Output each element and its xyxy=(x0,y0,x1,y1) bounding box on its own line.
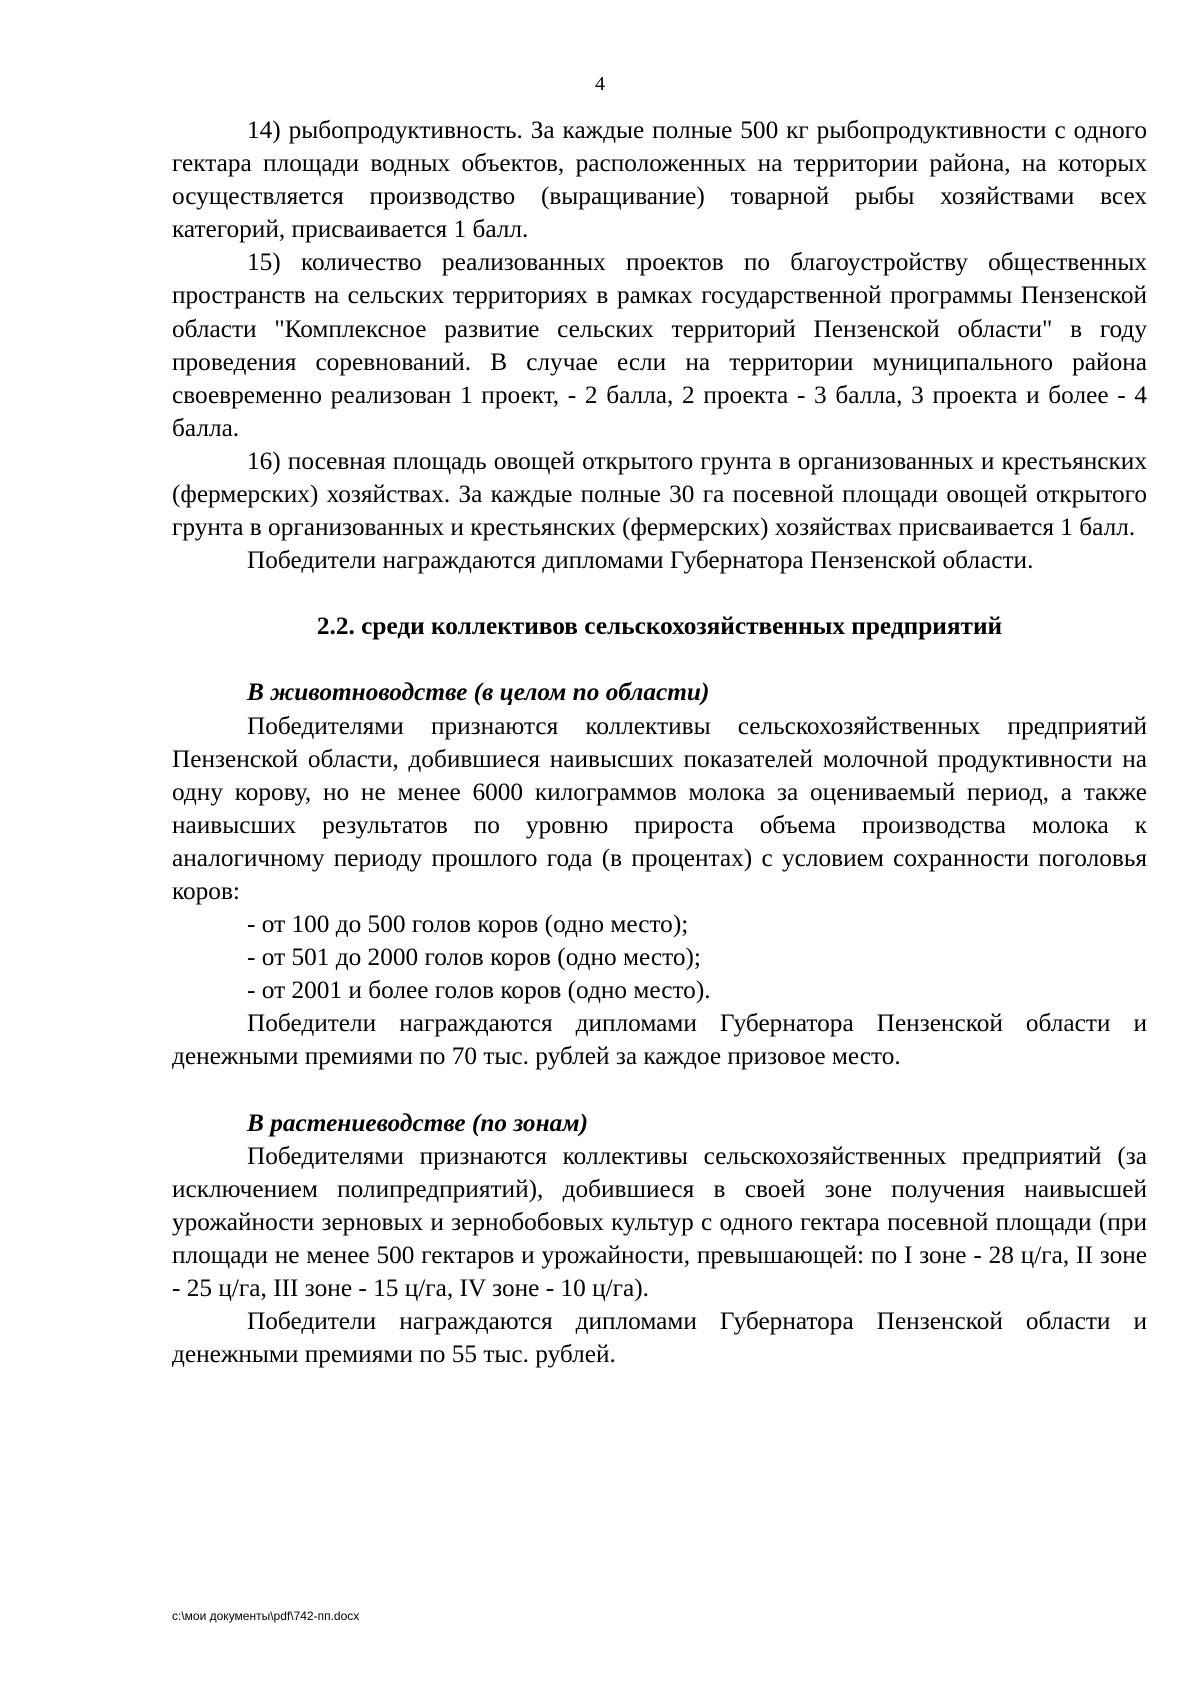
document-body xyxy=(172,114,1147,1371)
paragraph-item-14: 14) рыбопродуктивность. За каждые полные 500 кг рыбопродуктивности с одного гектара площади водных объектов, расположенных на территории района, на которых осуществляется производство (выращивание) товарной рыбы хозяйствами всех категорий, присваивается 1 балл. xyxy=(172,116,1147,244)
list-item: - от 2001 и более голов коров (одно место). xyxy=(247,976,711,1005)
paragraph-crops-intro: Победителями признаются коллективы сельскохозяйственных предприятий (за исключением полипредприятий), добившиеся в своей зоне получения наивысшей урожайности зерновых и зернобобовых культур с одного гектара посевной площади (при площади не менее 500 гектаров и урожайности, превышающей: по I зоне - 28 ц/га, II зоне - 25 ц/га, III зоне - 15 ц/га, IV зоне - 10 ц/га). xyxy=(172,1141,1147,1302)
subheading-livestock: В животноводстве (в целом по области) xyxy=(247,678,710,707)
paragraph-item-15: 15) количество реализованных проектов по благоустройству общественных пространств на сельских территориях в рамках государственной программы Пензенской области "Комплексное развитие сельских территорий Пензенской области" в году проведения соревнований. В случае если на территории муниципального района своевременно реализован 1 проект, - 2 балла, 2 проекта - 3 балла, 3 проекта и более - 4 балла. xyxy=(172,248,1147,442)
paragraph-crops-award: Победители награждаются дипломами Губернатора Пензенской области и денежными премиями по 55 тыс. рублей. xyxy=(172,1307,1147,1369)
spacer xyxy=(172,1074,1147,1107)
page-number: 4 xyxy=(595,73,605,95)
subheading-crops: В растениеводстве (по зонам) xyxy=(247,1108,589,1137)
paragraph-livestock-intro: Победителями признаются коллективы сельскохозяйственных предприятий Пензенской области, добившиеся наивысших показателей молочной продуктивности на одну корову, но не менее 6000 килограммов молока за оцениваемый период, а также наивысших результатов по уровню прироста объема производства молока к аналогичному периоду прошлого года (в процентах) с условием сохранности поголовья коров: xyxy=(172,711,1147,905)
footer-file-path: c:\мои документы\pdf\742-пп.docx xyxy=(172,1609,360,1623)
paragraph-item-16: 16) посевная площадь овощей открытого грунта в организованных и крестьянских (фермерских) хозяйствах. За каждые полные 30 га посевной площади овощей открытого грунта в организованных и крестьянских (фермерских) хозяйствах присваивается 1 балл. xyxy=(172,446,1147,542)
section-heading: 2.2. среди коллективов сельскохозяйственных предприятий xyxy=(316,612,1003,641)
paragraph-winners-diplomas: Победители награждаются дипломами Губернатора Пензенской области. xyxy=(247,546,1034,575)
list-item: - от 501 до 2000 голов коров (одно место); xyxy=(247,943,701,972)
list-item: - от 100 до 500 голов коров (одно место); xyxy=(247,910,689,939)
paragraph-livestock-award: Победители награждаются дипломами Губернатора Пензенской области и денежными премиями по 70 тыс. рублей за каждое призовое место. xyxy=(172,1009,1147,1071)
